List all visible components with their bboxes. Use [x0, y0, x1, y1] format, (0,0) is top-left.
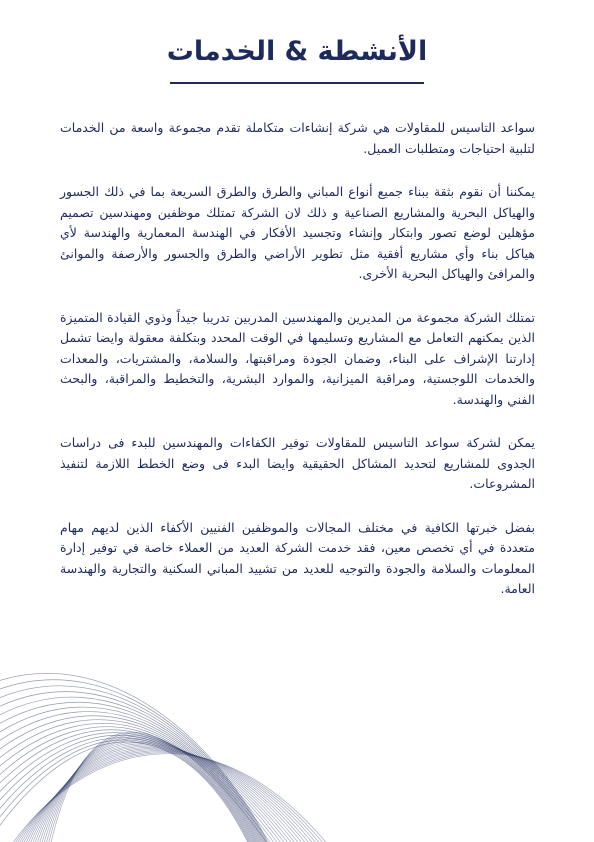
paragraph-2: يمكننا أن نقوم بثقة ببناء جميع أنواع المباني والطرق والطرق السريعة بما في ذلك الجسور والهياكل البحرية والمشاريع الصناعية و ذلك لان الشركة تمتلك موظفين ومهندسين تصميم مؤهلين لوضع تصور وابتكار وإنشاء وتجسيد الأفكار في الهندسة المعمارية والهندسة لأي هياكل بناء وأي مشاريع أفقية مثل تطوير الأراضي والطرق والجسور والأرصفة والموانئ والمرافئ والهياكل البحرية الأخرى. — [60, 184, 535, 281]
paragraph-4: يمكن لشركة سواعد التاسيس للمقاولات توفير الكفاءات والمهندسين للبدء فى دراسات الجدوى للمشاريع لتحديد المشاكل الحقيقية وايضا البدء فى وضع الخطط اللازمة لتنفيذ المشروعات. — [60, 435, 535, 491]
wave-line — [26, 746, 305, 842]
title-underline — [170, 82, 424, 84]
wave-line — [0, 707, 263, 842]
page-title: الأنشطة & الخدمات — [166, 36, 428, 67]
paragraph-5: بفضل خبرتها الكافية في مختلف المجالات والموظفين الفنيين الأكفاء الذين لديهم مهام متعددة في أي تخصص معين، فقد خدمت الشركة العديد من العملاء خاصة في توفير إدارة المعلومات والسلامة والجودة والتوجيه للعديد من تشييد المباني السكنية والتجارية والهندسة العامة. — [60, 519, 535, 596]
body-text — [60, 118, 535, 623]
wave-line — [45, 735, 277, 842]
wave-line — [0, 716, 261, 842]
paragraph-3: تمتلك الشركة مجموعة من المديرين والمهندسين المدربين تدريبا جيداً وذوي القيادة المتميزة الذين يمكنهم التعامل مع المشاريع وتسليمها في الوقت المحدد وبتكلفة معقولة وايضا تشمل إدارتنا الإشراف على البناء، وضمان الجودة ومراقبتها، والسلامة، والمشتريات، والمعدات والخدمات اللوجستية، ومراقبة الميزانية، والموارد البشرية، والتخطيط والمراقبة، والبحث الفني والهندسة. — [60, 309, 535, 407]
paragraph-1: سواعد التاسيس للمقاولات هي شركة إنشاءات متكاملة تقدم مجموعة واسعة من الخدمات لتلبية احتياجات ومتطلبات العميل. — [60, 120, 535, 156]
